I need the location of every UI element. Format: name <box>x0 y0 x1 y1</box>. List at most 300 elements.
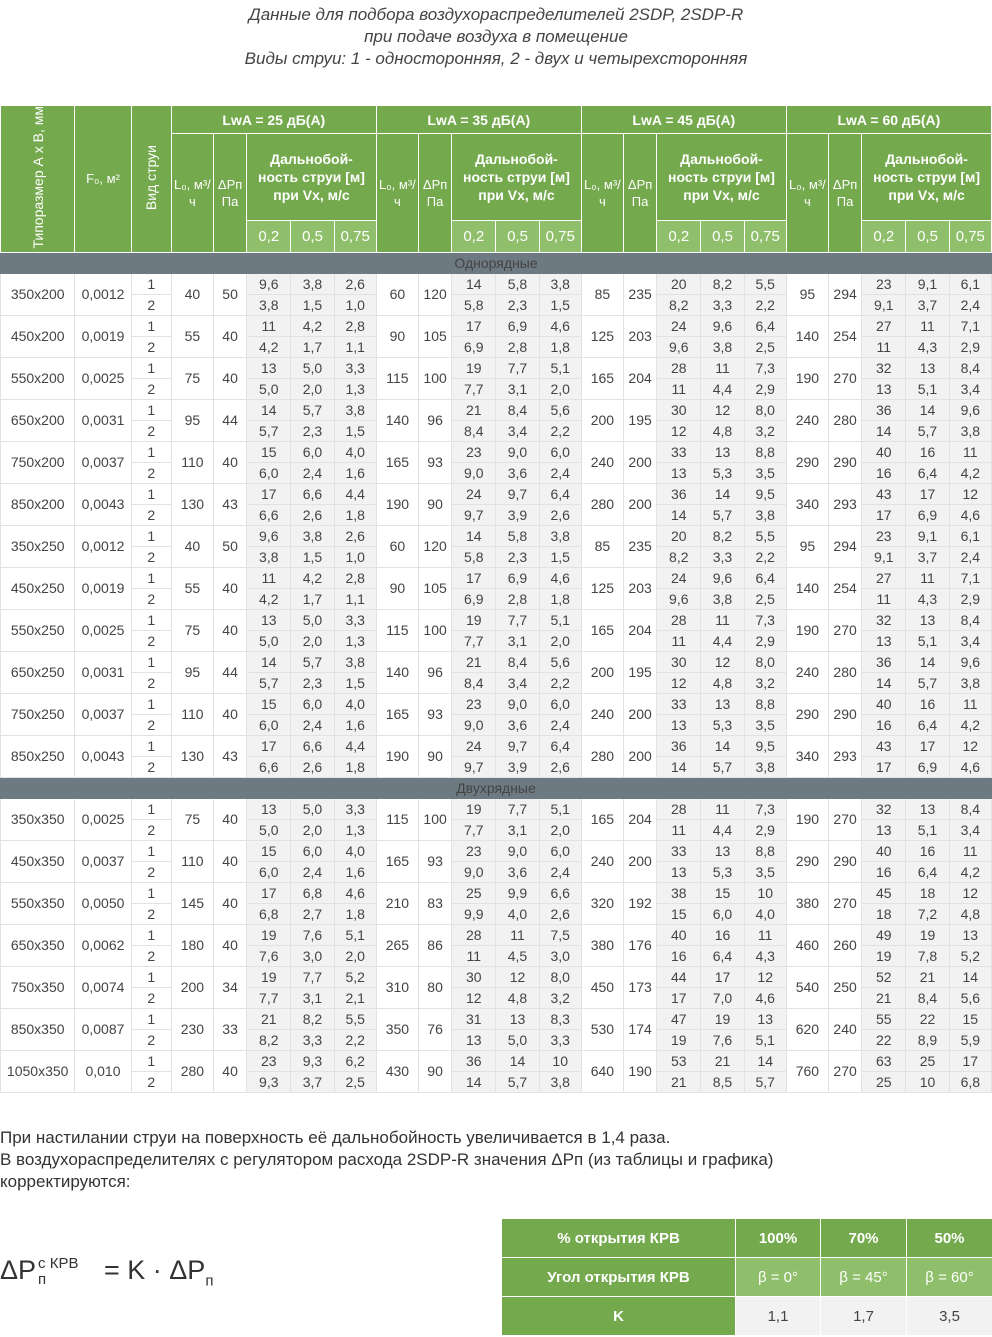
cell-pressure: 294 <box>829 525 862 567</box>
cell-range: 14 <box>247 399 291 420</box>
cell-range: 1,6 <box>334 462 376 483</box>
cell-range: 5,5 <box>744 525 786 546</box>
cell-pressure: 294 <box>829 273 862 315</box>
cell-size: 550x200 <box>1 357 75 399</box>
cell-range: 19 <box>452 609 496 630</box>
cell-range: 4,0 <box>744 903 786 924</box>
cell-range: 3,3 <box>701 546 744 567</box>
cell-range: 13 <box>906 357 949 378</box>
cell-flow: 760 <box>786 1050 828 1092</box>
cell-flow: 140 <box>376 651 418 693</box>
cell-range: 4,4 <box>334 735 376 756</box>
cell-range: 9,7 <box>496 735 539 756</box>
cell-range: 7,2 <box>906 903 949 924</box>
cell-pressure: 204 <box>624 357 657 399</box>
cell-range: 19 <box>452 798 496 819</box>
cell-pressure: 240 <box>829 1008 862 1050</box>
cell-range: 11 <box>862 336 906 357</box>
cell-range: 3,7 <box>906 294 949 315</box>
cell-range: 2,4 <box>291 714 334 735</box>
cell-range: 4,0 <box>334 693 376 714</box>
krv-table <box>501 1218 992 1336</box>
cell-range: 11 <box>247 315 291 336</box>
header-level-3: LwA = 60 дБ(А) <box>786 106 991 134</box>
cell-range: 5,1 <box>334 924 376 945</box>
cell-flow: 640 <box>581 1050 623 1092</box>
table-row <box>1 798 992 819</box>
cell-range: 9,7 <box>452 504 496 525</box>
cell-pressure: 190 <box>624 1050 657 1092</box>
cell-range: 2,6 <box>334 273 376 294</box>
cell-size: 450x350 <box>1 840 75 882</box>
cell-jet: 2 <box>131 945 171 966</box>
cell-flow: 60 <box>376 525 418 567</box>
cell-jet: 1 <box>131 357 171 378</box>
cell-range: 6,8 <box>291 882 334 903</box>
cell-flow: 230 <box>171 1008 213 1050</box>
cell-range: 9,0 <box>452 462 496 483</box>
cell-pressure: 200 <box>624 735 657 777</box>
cell-flow: 280 <box>171 1050 213 1092</box>
table-row <box>1 273 992 294</box>
cell-range: 3,6 <box>496 462 539 483</box>
cell-range: 4,2 <box>247 588 291 609</box>
cell-range: 3,4 <box>949 819 991 840</box>
cell-jet: 1 <box>131 441 171 462</box>
cell-range: 13 <box>452 1029 496 1050</box>
cell-range: 4,6 <box>334 882 376 903</box>
cell-range: 32 <box>862 357 906 378</box>
cell-range: 8,4 <box>496 651 539 672</box>
cell-flow: 55 <box>171 567 213 609</box>
cell-pressure: 200 <box>624 840 657 882</box>
cell-jet: 2 <box>131 861 171 882</box>
header-pressure <box>624 134 657 253</box>
cell-range: 7,7 <box>247 987 291 1008</box>
cell-pressure: 280 <box>829 399 862 441</box>
krv-value: β = 60° <box>907 1258 992 1297</box>
cell-range: 5,7 <box>701 504 744 525</box>
krv-value: 100% <box>736 1219 821 1258</box>
krv-row <box>502 1297 992 1336</box>
cell-range: 12 <box>657 672 701 693</box>
cell-jet: 2 <box>131 504 171 525</box>
cell-flow: 85 <box>581 525 623 567</box>
cell-range: 11 <box>862 588 906 609</box>
cell-jet: 2 <box>131 462 171 483</box>
cell-range: 9,9 <box>452 903 496 924</box>
cell-range: 24 <box>657 567 701 588</box>
cell-flow: 110 <box>171 840 213 882</box>
cell-range: 33 <box>657 693 701 714</box>
cell-size: 850x200 <box>1 483 75 525</box>
cell-range: 4,2 <box>291 315 334 336</box>
table-row <box>1 357 992 378</box>
cell-range: 4,8 <box>496 987 539 1008</box>
header-flow <box>786 134 828 253</box>
cell-size: 450x250 <box>1 567 75 609</box>
header-velocity: 0,2 <box>862 220 906 252</box>
cell-range: 19 <box>701 1008 744 1029</box>
cell-range: 13 <box>657 462 701 483</box>
cell-flow: 95 <box>171 651 213 693</box>
cell-flow: 210 <box>376 882 418 924</box>
cell-area: 0,010 <box>75 1050 131 1092</box>
table-row <box>1 567 992 588</box>
cell-range: 30 <box>657 651 701 672</box>
cell-range: 3,8 <box>744 756 786 777</box>
cell-range: 6,6 <box>247 504 291 525</box>
cell-range: 2,0 <box>334 945 376 966</box>
title-line-3: Виды струи: 1 - односторонняя, 2 - двух и четырехсторонняя <box>244 49 748 68</box>
cell-range: 3,6 <box>496 861 539 882</box>
cell-range: 11 <box>906 567 949 588</box>
cell-range: 6,4 <box>539 483 581 504</box>
cell-range: 5,3 <box>701 462 744 483</box>
cell-pressure: 293 <box>829 735 862 777</box>
cell-pressure: 195 <box>624 399 657 441</box>
cell-jet: 1 <box>131 609 171 630</box>
cell-range: 3,8 <box>701 588 744 609</box>
cell-flow: 290 <box>786 840 828 882</box>
cell-pressure: 40 <box>214 357 247 399</box>
cell-range: 6,0 <box>539 840 581 861</box>
header-pressure-label: ΔPп Па <box>627 176 653 209</box>
cell-range: 6,9 <box>452 588 496 609</box>
cell-range: 14 <box>906 399 949 420</box>
cell-range: 17 <box>906 735 949 756</box>
cell-jet: 1 <box>131 1050 171 1071</box>
cell-range: 19 <box>657 1029 701 1050</box>
cell-flow: 95 <box>171 399 213 441</box>
cell-area: 0,0043 <box>75 735 131 777</box>
cell-range: 14 <box>701 735 744 756</box>
cell-flow: 290 <box>786 693 828 735</box>
cell-jet: 1 <box>131 882 171 903</box>
cell-range: 2,4 <box>539 714 581 735</box>
cell-size: 350x350 <box>1 798 75 840</box>
cell-range: 21 <box>452 651 496 672</box>
cell-range: 11 <box>949 840 991 861</box>
cell-jet: 1 <box>131 840 171 861</box>
cell-flow: 280 <box>581 483 623 525</box>
cell-flow: 145 <box>171 882 213 924</box>
cell-range: 25 <box>452 882 496 903</box>
cell-range: 4,0 <box>334 840 376 861</box>
cell-range: 6,9 <box>906 756 949 777</box>
cell-flow: 125 <box>581 315 623 357</box>
cell-flow: 240 <box>786 651 828 693</box>
cell-range: 5,7 <box>291 399 334 420</box>
cell-range: 28 <box>657 798 701 819</box>
cell-range: 17 <box>862 756 906 777</box>
krv-label: Угол открытия КРВ <box>502 1258 736 1297</box>
header-flow-label: L₀, м³/ч <box>174 176 211 209</box>
cell-range: 13 <box>657 861 701 882</box>
cell-jet: 1 <box>131 735 171 756</box>
note-line-1: При настилании струи на поверхность её дальнобойность увеличивается в 1,4 раза. <box>0 1128 671 1147</box>
cell-range: 55 <box>862 1008 906 1029</box>
cell-jet: 2 <box>131 294 171 315</box>
cell-range: 8,4 <box>452 420 496 441</box>
cell-range: 2,6 <box>539 756 581 777</box>
header-area-label: F₀, м² <box>86 171 120 187</box>
cell-range: 9,0 <box>496 693 539 714</box>
cell-range: 1,3 <box>334 819 376 840</box>
cell-range: 9,5 <box>744 483 786 504</box>
cell-range: 8,0 <box>539 966 581 987</box>
cell-range: 5,1 <box>906 630 949 651</box>
cell-range: 7,3 <box>744 609 786 630</box>
cell-range: 6,6 <box>539 882 581 903</box>
cell-pressure: 43 <box>214 735 247 777</box>
cell-jet: 2 <box>131 756 171 777</box>
cell-range: 2,6 <box>334 525 376 546</box>
header-size-label: Типоразмер А х В, мм <box>29 106 46 249</box>
cell-range: 5,6 <box>539 651 581 672</box>
cell-range: 6,9 <box>906 504 949 525</box>
cell-range: 45 <box>862 882 906 903</box>
table-row <box>1 483 992 504</box>
title-line-1: Данные для подбора воздухораспределителей 2SDP, 2SDP-R <box>248 5 744 24</box>
cell-pressure: 86 <box>419 924 452 966</box>
cell-range: 4,0 <box>334 441 376 462</box>
cell-range: 2,9 <box>744 630 786 651</box>
cell-area: 0,0012 <box>75 525 131 567</box>
cell-range: 4,3 <box>906 336 949 357</box>
header-velocity: 0,5 <box>291 220 334 252</box>
header-jet <box>131 106 171 253</box>
cell-range: 7,6 <box>291 924 334 945</box>
table-row <box>1 735 992 756</box>
cell-range: 2,4 <box>291 861 334 882</box>
cell-pressure: 290 <box>829 693 862 735</box>
cell-range: 31 <box>452 1008 496 1029</box>
cell-range: 16 <box>862 714 906 735</box>
krv-value: 1,1 <box>736 1297 821 1336</box>
cell-range: 13 <box>247 609 291 630</box>
cell-range: 3,8 <box>247 546 291 567</box>
cell-pressure: 173 <box>624 966 657 1008</box>
cell-size: 350x250 <box>1 525 75 567</box>
cell-range: 11 <box>701 357 744 378</box>
cell-range: 38 <box>657 882 701 903</box>
cell-range: 5,2 <box>334 966 376 987</box>
cell-range: 6,0 <box>247 462 291 483</box>
section-header: Однорядные <box>1 252 992 273</box>
cell-pressure: 40 <box>214 924 247 966</box>
cell-range: 2,0 <box>291 378 334 399</box>
cell-range: 6,0 <box>291 441 334 462</box>
cell-range: 6,4 <box>744 315 786 336</box>
cell-flow: 190 <box>786 609 828 651</box>
cell-pressure: 100 <box>419 357 452 399</box>
cell-range: 11 <box>247 567 291 588</box>
cell-flow: 430 <box>376 1050 418 1092</box>
cell-range: 17 <box>862 504 906 525</box>
cell-range: 5,3 <box>701 714 744 735</box>
cell-range: 11 <box>701 609 744 630</box>
cell-range: 2,6 <box>539 504 581 525</box>
cell-range: 4,8 <box>949 903 991 924</box>
cell-flow: 75 <box>171 609 213 651</box>
cell-range: 14 <box>657 504 701 525</box>
cell-range: 5,9 <box>949 1029 991 1050</box>
cell-range: 1,1 <box>334 588 376 609</box>
cell-range: 13 <box>906 609 949 630</box>
cell-range: 3,3 <box>334 357 376 378</box>
cell-range: 16 <box>906 693 949 714</box>
cell-flow: 310 <box>376 966 418 1008</box>
cell-pressure: 100 <box>419 609 452 651</box>
cell-range: 7,7 <box>452 378 496 399</box>
cell-flow: 140 <box>376 399 418 441</box>
cell-jet: 1 <box>131 966 171 987</box>
cell-pressure: 34 <box>214 966 247 1008</box>
cell-range: 13 <box>949 924 991 945</box>
header-velocity: 0,5 <box>906 220 949 252</box>
cell-range: 2,2 <box>539 672 581 693</box>
cell-flow: 165 <box>581 357 623 399</box>
krv-value: β = 0° <box>736 1258 821 1297</box>
cell-range: 2,2 <box>744 294 786 315</box>
cell-range: 14 <box>247 651 291 672</box>
cell-range: 17 <box>657 987 701 1008</box>
cell-range: 6,8 <box>949 1071 991 1092</box>
cell-flow: 90 <box>376 315 418 357</box>
cell-range: 3,8 <box>949 672 991 693</box>
cell-range: 2,5 <box>334 1071 376 1092</box>
cell-range: 5,5 <box>334 1008 376 1029</box>
cell-range: 3,8 <box>701 336 744 357</box>
cell-range: 2,0 <box>539 630 581 651</box>
cell-pressure: 174 <box>624 1008 657 1050</box>
cell-range: 17 <box>247 735 291 756</box>
cell-range: 21 <box>452 399 496 420</box>
cell-pressure: 235 <box>624 525 657 567</box>
cell-range: 8,2 <box>701 273 744 294</box>
cell-range: 9,9 <box>496 882 539 903</box>
header-velocity: 0,5 <box>701 220 744 252</box>
cell-jet: 1 <box>131 567 171 588</box>
cell-range: 5,2 <box>949 945 991 966</box>
header-pressure-label: ΔPп Па <box>217 176 243 209</box>
cell-range: 6,0 <box>701 903 744 924</box>
header-level-2: LwA = 45 дБ(А) <box>581 106 786 134</box>
cell-range: 15 <box>247 840 291 861</box>
cell-pressure: 93 <box>419 693 452 735</box>
cell-range: 2,2 <box>539 420 581 441</box>
cell-range: 7,7 <box>452 630 496 651</box>
cell-jet: 2 <box>131 903 171 924</box>
table-row <box>1 399 992 420</box>
cell-range: 5,7 <box>247 672 291 693</box>
header-flow-label: L₀, м³/ч <box>789 176 826 209</box>
cell-range: 9,0 <box>452 861 496 882</box>
cell-range: 13 <box>744 1008 786 1029</box>
cell-pressure: 270 <box>829 609 862 651</box>
cell-range: 2,6 <box>539 903 581 924</box>
cell-pressure: 120 <box>419 525 452 567</box>
cell-range: 15 <box>701 882 744 903</box>
cell-range: 3,8 <box>247 294 291 315</box>
cell-flow: 350 <box>376 1008 418 1050</box>
cell-range: 1,8 <box>539 336 581 357</box>
cell-pressure: 204 <box>624 609 657 651</box>
cell-flow: 200 <box>581 651 623 693</box>
cell-jet: 1 <box>131 924 171 945</box>
cell-range: 17 <box>906 483 949 504</box>
note-line-2: В воздухораспределителях с регулятором расхода 2SDP-R значения ΔPп (из таблицы и графика) <box>0 1150 774 1169</box>
header-range-label: Дальнобой-ность струи [м] при Vx, м/с <box>463 150 570 203</box>
cell-pressure: 96 <box>419 651 452 693</box>
cell-pressure: 270 <box>829 357 862 399</box>
cell-area: 0,0043 <box>75 483 131 525</box>
cell-range: 4,3 <box>744 945 786 966</box>
cell-pressure: 200 <box>624 483 657 525</box>
cell-range: 6,9 <box>452 336 496 357</box>
cell-flow: 380 <box>786 882 828 924</box>
cell-jet: 1 <box>131 483 171 504</box>
cell-range: 21 <box>247 1008 291 1029</box>
cell-range: 2,0 <box>291 630 334 651</box>
cell-flow: 125 <box>581 567 623 609</box>
cell-range: 2,4 <box>539 861 581 882</box>
cell-range: 3,2 <box>744 420 786 441</box>
header-level-0: LwA = 25 дБ(А) <box>171 106 376 134</box>
cell-range: 4,4 <box>701 378 744 399</box>
cell-range: 9,1 <box>862 546 906 567</box>
cell-area: 0,0031 <box>75 651 131 693</box>
formula-lhs-sub: п <box>38 1270 47 1288</box>
cell-pressure: 40 <box>214 840 247 882</box>
cell-pressure: 290 <box>829 840 862 882</box>
cell-range: 8,0 <box>744 651 786 672</box>
cell-range: 10 <box>744 882 786 903</box>
cell-pressure: 254 <box>829 315 862 357</box>
cell-range: 6,4 <box>744 567 786 588</box>
cell-area: 0,0037 <box>75 840 131 882</box>
cell-range: 9,5 <box>744 735 786 756</box>
cell-area: 0,0031 <box>75 399 131 441</box>
cell-flow: 115 <box>376 357 418 399</box>
cell-range: 5,6 <box>539 399 581 420</box>
cell-range: 15 <box>247 693 291 714</box>
cell-range: 8,2 <box>701 525 744 546</box>
cell-pressure: 40 <box>214 882 247 924</box>
cell-range: 12 <box>949 483 991 504</box>
cell-range: 6,6 <box>291 735 334 756</box>
cell-range: 5,7 <box>906 420 949 441</box>
cell-range: 2,9 <box>744 819 786 840</box>
krv-value: 3,5 <box>907 1297 992 1336</box>
cell-size: 350x200 <box>1 273 75 315</box>
krv-row <box>502 1258 992 1297</box>
cell-flow: 280 <box>581 735 623 777</box>
cell-range: 5,0 <box>291 357 334 378</box>
cell-pressure: 90 <box>419 1050 452 1092</box>
cell-range: 14 <box>744 1050 786 1071</box>
header-flow <box>171 134 213 253</box>
cell-range: 17 <box>949 1050 991 1071</box>
cell-pressure: 90 <box>419 735 452 777</box>
cell-range: 14 <box>862 672 906 693</box>
cell-range: 3,8 <box>744 504 786 525</box>
cell-flow: 190 <box>786 357 828 399</box>
cell-range: 13 <box>862 819 906 840</box>
cell-range: 1,7 <box>291 336 334 357</box>
cell-range: 23 <box>452 693 496 714</box>
